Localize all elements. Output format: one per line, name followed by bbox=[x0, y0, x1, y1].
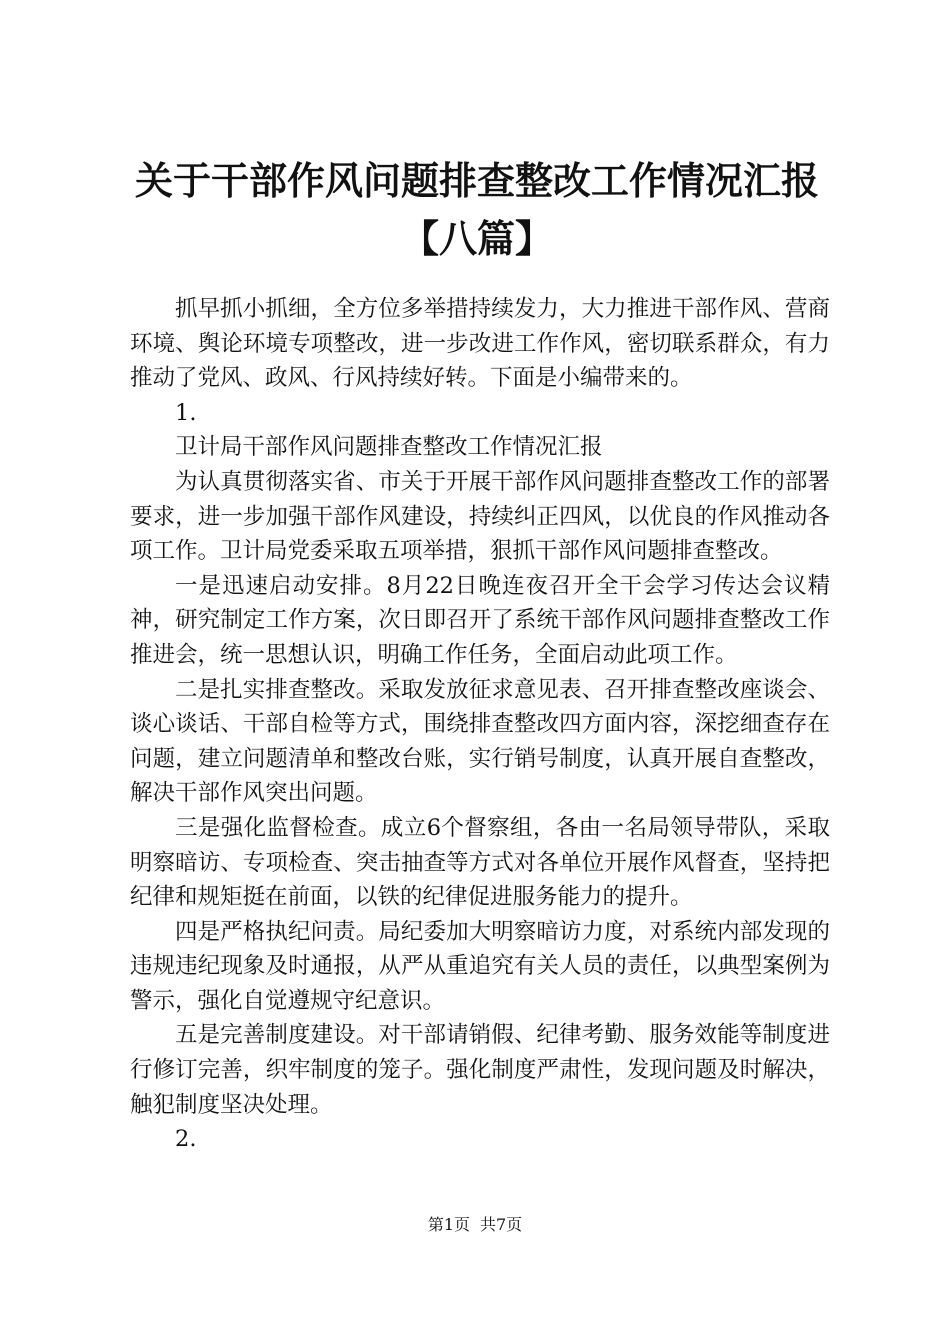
section-heading: 卫计局干部作风问题排查整改工作情况汇报 bbox=[175, 434, 603, 461]
body-paragraph: 为认真贯彻落实省、市关于开展干部作风问题排查整改工作的部署要求，进一步加强干部作风建设，持续纠正四风，以优良的作风推动各项工作。卫计局党委采取五项举措，狠抓干部作风问题排查整改。 bbox=[130, 468, 830, 565]
section-number: 1. bbox=[175, 399, 197, 426]
document-body bbox=[130, 292, 830, 1157]
page-total: 共7页 bbox=[480, 1215, 523, 1234]
section-number: 2. bbox=[175, 1126, 197, 1153]
intro-paragraph: 抓早抓小抓细，全方位多举措持续发力，大力推进干部作风、营商环境、舆论环境专项整改，进一步改进工作作风，密切联系群众，有力推动了党风、政风、行风持续好转。下面是小编带来的。 bbox=[130, 296, 830, 392]
body-paragraph: 五是完善制度建设。对干部请销假、纪律考勤、服务效能等制度进行修订完善，织牢制度的笼子。强化制度严肃性，发现问题及时解决，触犯制度坚决处理。 bbox=[130, 1022, 830, 1118]
body-paragraph: 三是强化监督检查。成立6个督察组，各由一名局领导带队，采取明察暗访、专项检查、突击抽查等方式对各单位开展作风督查，坚持把纪律和规矩挺在前面，以铁的纪律促进服务能力的提升。 bbox=[130, 814, 830, 911]
page-footer bbox=[0, 1214, 950, 1236]
body-paragraph: 二是扎实排查整改。采取发放征求意见表、召开排查整改座谈会、谈心谈话、干部自检等方式，围绕排查整改四方面内容，深挖细查存在问题，建立问题清单和整改台账，实行销号制度，认真开展自查整改，解决干部作风突出问题。 bbox=[130, 676, 830, 807]
body-paragraph: 一是迅速启动安排。8月22日晚连夜召开全干会学习传达会议精神，研究制定工作方案，次日即召开了系统干部作风问题排查整改工作推进会，统一思想认识，明确工作任务，全面启动此项工作。 bbox=[130, 572, 830, 668]
body-paragraph: 四是严格执纪问责。局纪委加大明察暗访力度，对系统内部发现的违规违纪现象及时通报，从严从重追究有关人员的责任，以典型案例为警示，强化自觉遵规守纪意识。 bbox=[130, 918, 830, 1014]
page-number: 第1页 bbox=[427, 1215, 470, 1234]
document-title: 关于干部作风问题排查整改工作情况汇报【八篇】 bbox=[134, 159, 819, 261]
